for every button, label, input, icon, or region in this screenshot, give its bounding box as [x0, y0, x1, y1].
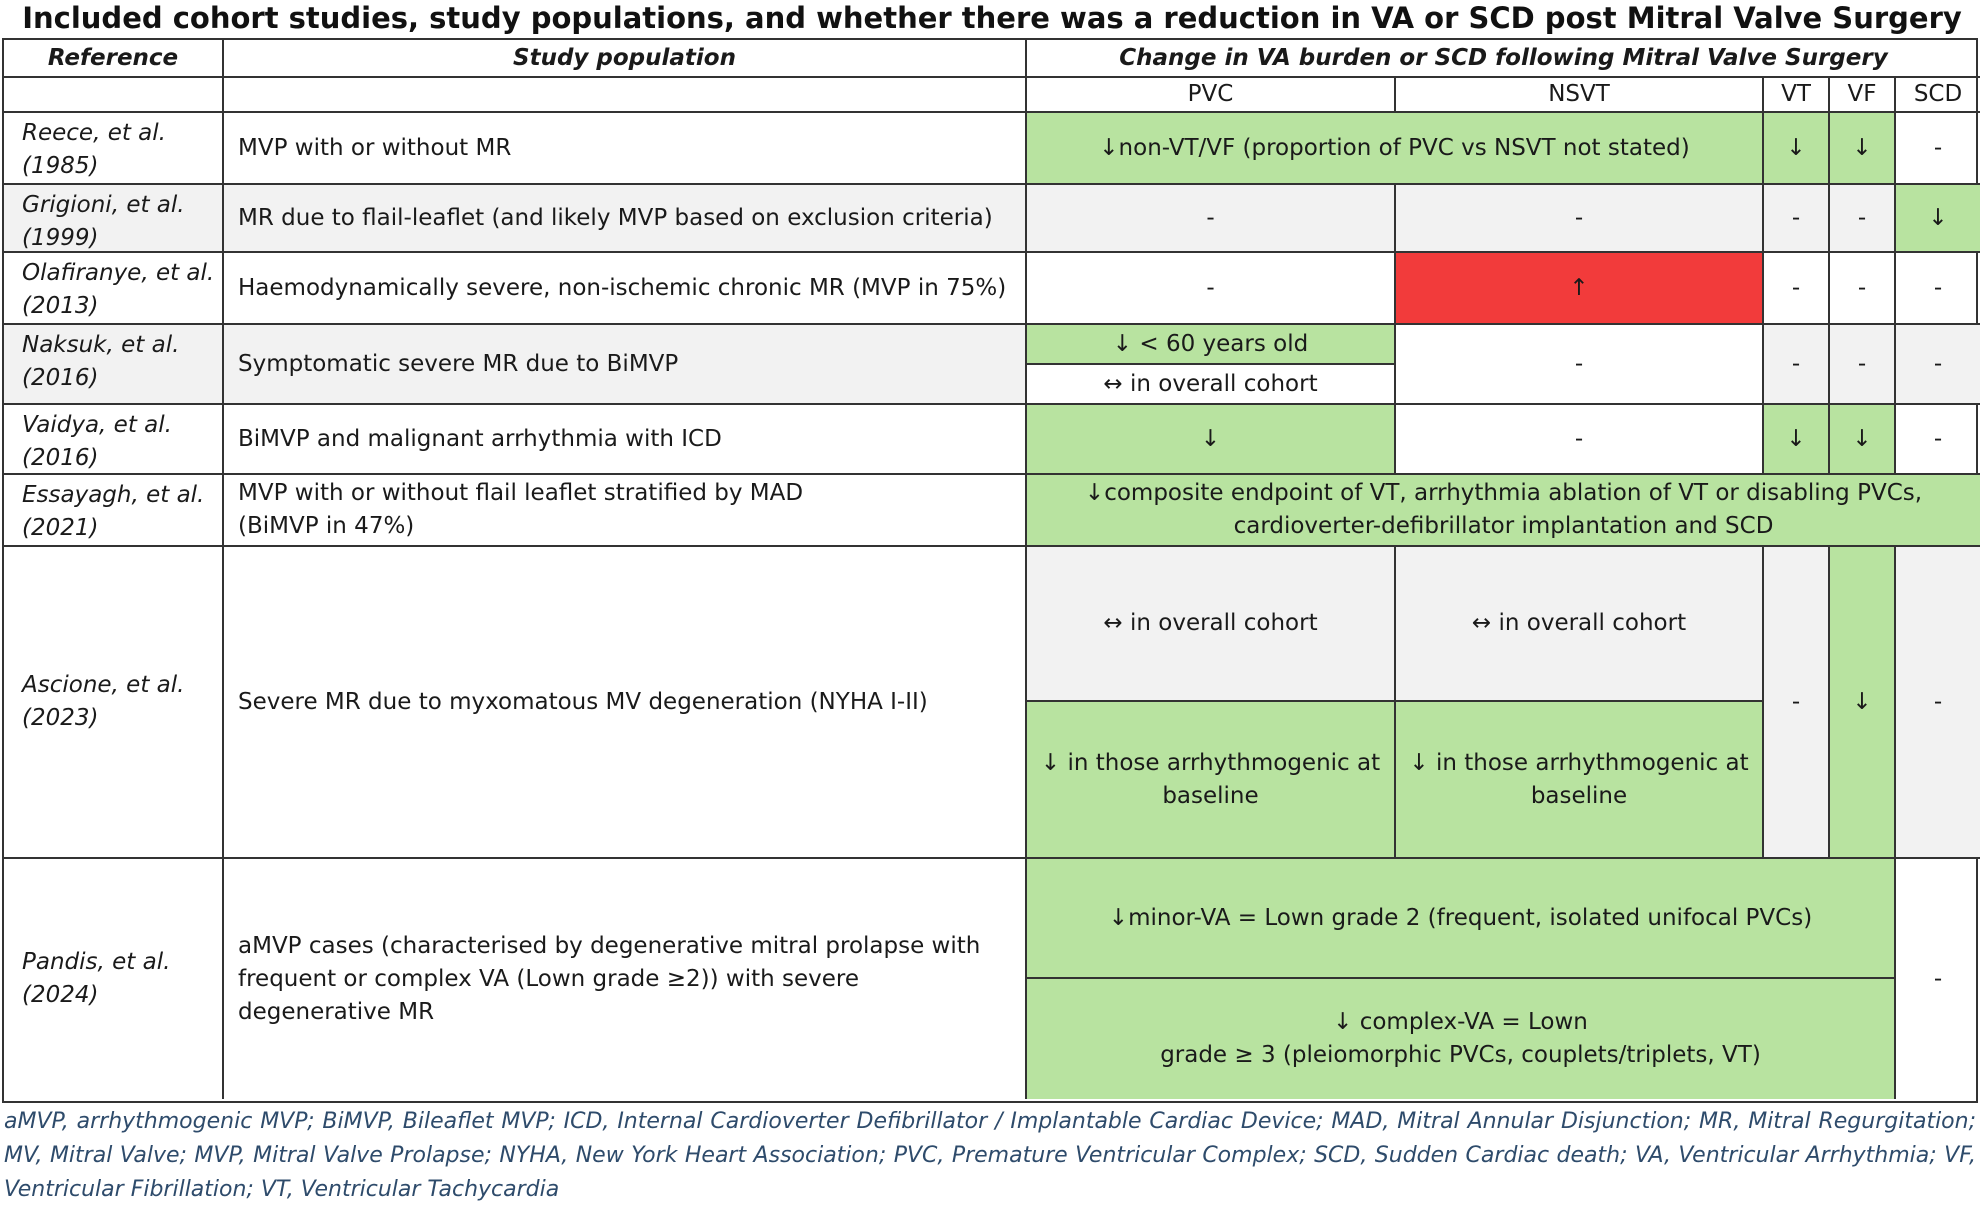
- header-study-population: Study population: [224, 40, 1027, 78]
- change-grigioni-nsvt: -: [1396, 185, 1764, 253]
- header-reference: Reference: [4, 40, 224, 78]
- change-reece-vf: ↓: [1830, 113, 1896, 185]
- change-olafiranye-scd: -: [1896, 253, 1980, 325]
- population-grigioni: MR due to flail-leaflet (and likely MVP based on exclusion criteria): [224, 185, 1027, 253]
- change-vaidya-vt: ↓: [1764, 405, 1830, 475]
- change-naksuk-vt: -: [1764, 325, 1830, 405]
- subheader-vf: VF: [1830, 78, 1896, 113]
- change-naksuk-scd: -: [1896, 325, 1980, 405]
- population-pandis: aMVP cases (characterised by degenerative mitral prolapse with frequent or complex VA (Lown grade ≥2)) with severe degenerative MR: [224, 859, 1027, 1099]
- change-vaidya-vf: ↓: [1830, 405, 1896, 475]
- change-essayagh-line-2: cardioverter-defibrillator implantation and SCD: [1233, 513, 1774, 539]
- population-essayagh: [224, 475, 1027, 547]
- change-olafiranye-pvc: -: [1027, 253, 1396, 325]
- cohort-table: [2, 38, 1978, 1103]
- change-ascione-nsvt-overall: ↔ in overall cohort: [1396, 547, 1764, 702]
- subheader-pvc: PVC: [1027, 78, 1396, 113]
- change-olafiranye-vt: -: [1764, 253, 1830, 325]
- change-vaidya-scd: -: [1896, 405, 1980, 475]
- change-ascione-scd: -: [1896, 547, 1980, 859]
- reference-vaidya: Vaidya, et al. (2016): [4, 405, 224, 475]
- change-pandis-complex-line-2: grade ≥ 3 (pleiomorphic PVCs, couplets/triplets, VT): [1160, 1042, 1761, 1068]
- subheader-blank-reference: [4, 78, 224, 113]
- change-olafiranye-nsvt: ↑: [1396, 253, 1764, 325]
- change-ascione-vt: -: [1764, 547, 1830, 859]
- change-ascione-nsvt-arrhythmogenic: ↓ in those arrhythmogenic at baseline: [1396, 702, 1764, 859]
- change-pandis-scd: -: [1933, 965, 1943, 992]
- change-naksuk-pvc-overall: ↔ in overall cohort: [1027, 365, 1396, 405]
- population-olafiranye: Haemodynamically severe, non-ischemic chronic MR (MVP in 75%): [224, 253, 1027, 325]
- reference-essayagh: Essayagh, et al. (2021): [4, 475, 224, 547]
- subheader-blank-population: [224, 78, 1027, 113]
- change-vaidya-nsvt: -: [1396, 405, 1764, 475]
- change-pandis-minor-va: ↓minor-VA = Lown grade 2 (frequent, isolated unifocal PVCs): [1027, 859, 1896, 979]
- population-vaidya: BiMVP and malignant arrhythmia with ICD: [224, 405, 1027, 475]
- change-reece-vt: ↓: [1764, 113, 1830, 185]
- change-naksuk-pvc-under-60: ↓ < 60 years old: [1027, 325, 1396, 365]
- change-essayagh-composite: [1027, 475, 1980, 547]
- reference-naksuk: Naksuk, et al. (2016): [4, 325, 224, 405]
- population-naksuk: Symptomatic severe MR due to BiMVP: [224, 325, 1027, 405]
- header-change: Change in VA burden or SCD following Mitral Valve Surgery: [1027, 40, 1980, 78]
- change-grigioni-scd: ↓: [1896, 185, 1980, 253]
- change-vaidya-pvc: ↓: [1027, 405, 1396, 475]
- change-reece-pvc-nsvt: ↓non-VT/VF (proportion of PVC vs NSVT not stated): [1027, 113, 1764, 185]
- population-ascione: Severe MR due to myxomatous MV degeneration (NYHA I-II): [224, 547, 1027, 859]
- reference-olafiranye: Olafiranye, et al. (2013): [4, 253, 224, 325]
- table-title: Included cohort studies, study populations, and whether there was a reduction in VA or SCD post Mitral Valve Surgery: [22, 1, 1962, 35]
- reference-ascione: Ascione, et al. (2023): [4, 547, 224, 859]
- population-essayagh-line-1: MVP with or without flail leaflet stratified by MAD: [238, 480, 804, 506]
- change-reece-scd: -: [1896, 113, 1980, 185]
- change-naksuk-nsvt: -: [1396, 325, 1764, 405]
- population-essayagh-line-2: (BiMVP in 47%): [238, 513, 415, 539]
- reference-reece: Reece, et al. (1985): [4, 113, 224, 185]
- reference-pandis: Pandis, et al. (2024): [4, 859, 224, 1099]
- abbreviations-footnote: aMVP, arrhythmogenic MVP; BiMVP, Bileaflet MVP; ICD, Internal Cardioverter Defibrillator / Implantable Cardiac Device; MAD, Mitral Annular Disjunction; MR, Mitral Regurgitation; MV, Mitral Valve; MVP, Mitral Valve Prolapse; NYHA, New York Heart Association; PVC, Premature Ventricular Complex; SCD, Sudden Cardiac death; VA, Ventricular Arrhythmia; VF, Ventricular Fibrillation; VT, Ventricular Tachycardia: [4, 1109, 1976, 1202]
- change-olafiranye-vf: -: [1830, 253, 1896, 325]
- change-grigioni-vt: -: [1764, 185, 1830, 253]
- change-essayagh-line-1: ↓composite endpoint of VT, arrhythmia ablation of VT or disabling PVCs,: [1084, 480, 1923, 506]
- population-reece: MVP with or without MR: [224, 113, 1027, 185]
- change-grigioni-vf: -: [1830, 185, 1896, 253]
- subheader-nsvt: NSVT: [1396, 78, 1764, 113]
- change-ascione-pvc-arrhythmogenic: ↓ in those arrhythmogenic at baseline: [1027, 702, 1396, 859]
- subheader-vt: VT: [1764, 78, 1830, 113]
- change-pandis-complex-va: [1027, 979, 1896, 1099]
- change-grigioni-pvc: -: [1027, 185, 1396, 253]
- change-naksuk-vf: -: [1830, 325, 1896, 405]
- change-pandis-complex-line-1: ↓ complex-VA = Lown: [1333, 1009, 1588, 1035]
- subheader-scd: SCD: [1896, 78, 1980, 113]
- change-ascione-vf: ↓: [1830, 547, 1896, 859]
- reference-grigioni: Grigioni, et al. (1999): [4, 185, 224, 253]
- change-ascione-pvc-overall: ↔ in overall cohort: [1027, 547, 1396, 702]
